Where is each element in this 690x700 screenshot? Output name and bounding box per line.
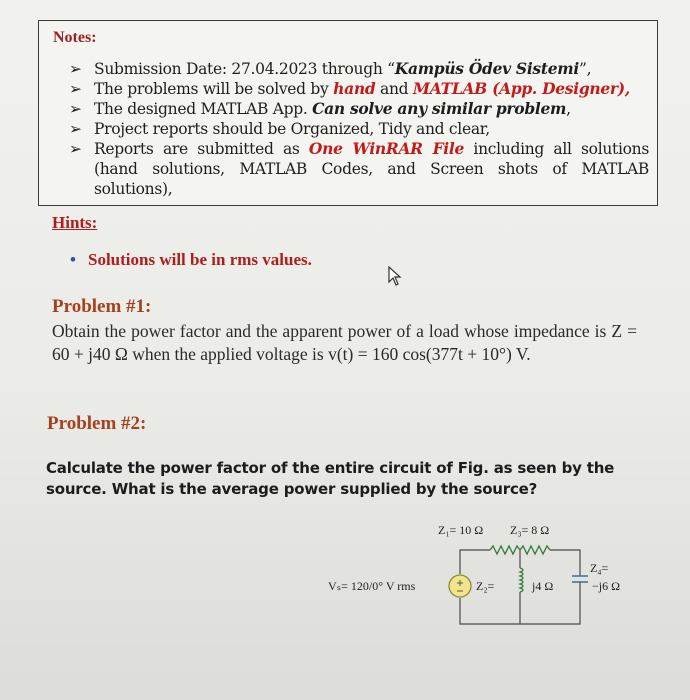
mouse-cursor-icon xyxy=(388,266,404,288)
problem1-text: Obtain the power factor and the apparent power of a load whose impedance is Z = 60 + j40 Ω when the applied voltage is v(t) = 160 cos(377t + 10°) V. xyxy=(52,321,637,364)
problem2-text: Calculate the power factor of the entire circuit of Fig. as seen by the source. What is the average power supplied by the source? xyxy=(46,459,615,498)
hint-text: Solutions will be in rms values. xyxy=(88,250,312,269)
note-text: Submission Date: 27.04.2023 through “ xyxy=(94,60,395,78)
note-text: and xyxy=(375,80,413,98)
notes-list xyxy=(69,59,649,199)
z2-label: Z₂= xyxy=(476,579,495,593)
resistor-z3-icon xyxy=(520,546,550,554)
note-emphasis: One WinRAR File xyxy=(308,139,465,158)
note-text: Reports are submitted as xyxy=(94,140,309,158)
circuit-diagram xyxy=(310,512,650,672)
note-emphasis: Kampüs Ödev Sistemi xyxy=(394,59,579,78)
note-text: The designed MATLAB App. xyxy=(94,100,313,118)
z4-value: −j6 Ω xyxy=(592,579,621,593)
z1-label: Z₁= 10 Ω xyxy=(438,523,484,537)
note-emphasis: Can solve any similar problem xyxy=(312,99,567,118)
arrow-bullet-icon: ➢ xyxy=(69,120,82,138)
capacitor-z4-icon xyxy=(572,576,588,582)
arrow-bullet-icon: ➢ xyxy=(69,140,82,158)
note-text: ”, xyxy=(578,60,592,78)
notes-title: Notes: xyxy=(53,29,97,46)
hint-item xyxy=(70,250,312,270)
source-label: Vₛ= 120/0° V rms xyxy=(328,579,416,593)
list-item xyxy=(69,139,649,199)
arrow-bullet-icon: ➢ xyxy=(69,80,82,98)
z2-value: j4 Ω xyxy=(532,579,554,593)
problem1-title: Problem #1: xyxy=(52,296,152,317)
arrow-bullet-icon: ➢ xyxy=(69,60,82,78)
note-text: Project reports should be Organized, Tidy and clear, xyxy=(94,120,490,138)
note-emphasis: MATLAB (App. Designer) xyxy=(412,79,625,98)
wire xyxy=(460,550,490,574)
z3-label: Z₃= 8 Ω xyxy=(510,523,550,537)
hints-title: Hints: xyxy=(52,213,98,232)
list-item xyxy=(69,79,649,99)
wire xyxy=(550,550,580,576)
inductor-z2-icon xyxy=(520,568,523,592)
note-text: , xyxy=(566,100,571,118)
arrow-bullet-icon: ➢ xyxy=(69,100,82,118)
resistor-z1-icon xyxy=(490,546,520,554)
notes-box xyxy=(38,20,658,206)
note-text: The problems will be solved by xyxy=(94,80,334,98)
z4-label: Z₄= xyxy=(590,561,609,575)
note-text: , xyxy=(624,79,630,98)
bullet-icon: • xyxy=(70,250,76,269)
list-item xyxy=(69,99,649,119)
list-item xyxy=(69,59,649,79)
note-text: including all solutions (hand solutions, MATLAB Codes, and Screen shots of MATLAB solutions), xyxy=(94,140,650,198)
note-emphasis: hand xyxy=(333,79,376,98)
problem2-title: Problem #2: xyxy=(47,413,147,434)
list-item xyxy=(69,119,649,139)
